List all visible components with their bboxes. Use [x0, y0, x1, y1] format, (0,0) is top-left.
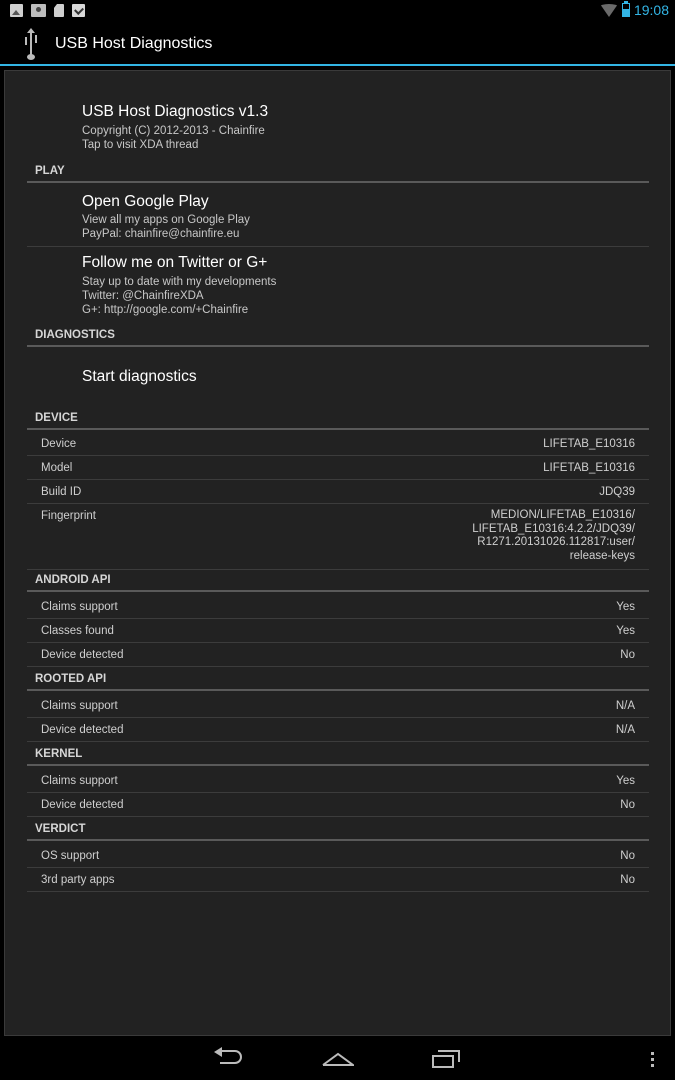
category-verdict [27, 821, 649, 841]
row-label: Device detected [41, 799, 124, 811]
notification-icons [10, 4, 85, 17]
google-play-summary: View all my apps on Google Play [82, 214, 250, 226]
verdict-third-party-apps-row [27, 868, 649, 892]
row-label: Claims support [41, 775, 118, 787]
row-value: No [620, 850, 635, 862]
category-label: ANDROID API [35, 574, 111, 586]
row-value: LIFETAB_E10316 [543, 462, 635, 474]
battery-icon [622, 3, 630, 17]
android-classes-found-row [27, 619, 649, 643]
category-kernel [27, 746, 649, 766]
row-label: Fingerprint [41, 510, 96, 522]
overflow-menu-icon[interactable] [651, 1052, 655, 1068]
wifi-icon [600, 4, 618, 17]
home-icon[interactable] [322, 1052, 354, 1066]
about-title: USB Host Diagnostics v1.3 [82, 103, 269, 120]
fingerprint-value: MEDION/LIFETAB_E10316/ LIFETAB_E10316:4.2.2/JDQ39/ R1271.20131026.112817:user/ release-keys [472, 509, 635, 562]
kernel-claims-support-row [27, 769, 649, 793]
rooted-claims-support-row [27, 694, 649, 718]
usb-icon[interactable] [22, 28, 40, 60]
row-label: Classes found [41, 625, 114, 637]
row-label: Build ID [41, 486, 82, 498]
category-label: PLAY [35, 165, 65, 177]
preferences-list[interactable] [4, 70, 671, 1036]
row-label: Model [41, 462, 73, 474]
row-value: JDQ39 [599, 486, 635, 498]
follow-title: Follow me on Twitter or G+ [82, 254, 268, 271]
category-rooted-api [27, 671, 649, 691]
category-android-api [27, 572, 649, 592]
shopping-bag-icon [72, 4, 85, 17]
row-value: No [620, 874, 635, 886]
row-label: Device [41, 438, 77, 450]
row-value: Yes [616, 601, 635, 613]
navigation-bar [0, 1036, 675, 1080]
category-diagnostics [27, 327, 649, 347]
sd-card-icon [54, 4, 64, 17]
row-value: No [620, 799, 635, 811]
image-icon [10, 4, 23, 17]
model-row [27, 456, 649, 480]
about-xda-link: Tap to visit XDA thread [82, 139, 199, 151]
category-label: KERNEL [35, 748, 83, 760]
start-diagnostics-label: Start diagnostics [82, 368, 197, 385]
open-google-play-item[interactable] [27, 185, 649, 245]
action-bar [0, 22, 675, 66]
row-label: 3rd party apps [41, 874, 115, 886]
category-label: DIAGNOSTICS [35, 329, 115, 341]
system-status [600, 2, 669, 18]
build-id-row [27, 480, 649, 504]
category-device [27, 410, 649, 430]
recent-apps-icon[interactable] [432, 1050, 460, 1068]
category-label: VERDICT [35, 823, 86, 835]
follow-social-item[interactable] [27, 247, 649, 321]
row-value: N/A [615, 700, 635, 712]
paypal-text: PayPal: chainfire@chainfire.eu [82, 228, 240, 240]
device-row [27, 432, 649, 456]
fingerprint-row [27, 504, 649, 570]
category-play [27, 163, 649, 183]
about-copyright: Copyright (C) 2012-2013 - Chainfire [82, 125, 265, 137]
row-value: Yes [616, 625, 635, 637]
back-icon[interactable] [214, 1048, 244, 1066]
category-label: ROOTED API [35, 673, 107, 685]
row-value: LIFETAB_E10316 [543, 438, 635, 450]
app-title: USB Host Diagnostics [55, 35, 213, 52]
follow-summary: Stay up to date with my developments [82, 276, 277, 288]
row-label: Device detected [41, 724, 124, 736]
row-label: Claims support [41, 700, 118, 712]
google-play-title: Open Google Play [82, 193, 209, 210]
android-claims-support-row [27, 595, 649, 619]
start-diagnostics-button[interactable] [27, 351, 649, 403]
verdict-os-support-row [27, 844, 649, 868]
row-value: No [620, 649, 635, 661]
row-value: Yes [616, 775, 635, 787]
row-value: N/A [615, 724, 635, 736]
kernel-device-detected-row [27, 793, 649, 817]
row-label: Claims support [41, 601, 118, 613]
status-bar [0, 0, 675, 22]
rooted-device-detected-row [27, 718, 649, 742]
camera-icon [31, 4, 46, 17]
row-label: Device detected [41, 649, 124, 661]
category-label: DEVICE [35, 412, 78, 424]
android-device-detected-row [27, 643, 649, 667]
about-item[interactable] [27, 95, 649, 155]
clock: 19:08 [633, 2, 669, 18]
gplus-text: G+: http://google.com/+Chainfire [82, 304, 249, 316]
twitter-text: Twitter: @ChainfireXDA [82, 290, 204, 302]
row-label: OS support [41, 850, 100, 862]
